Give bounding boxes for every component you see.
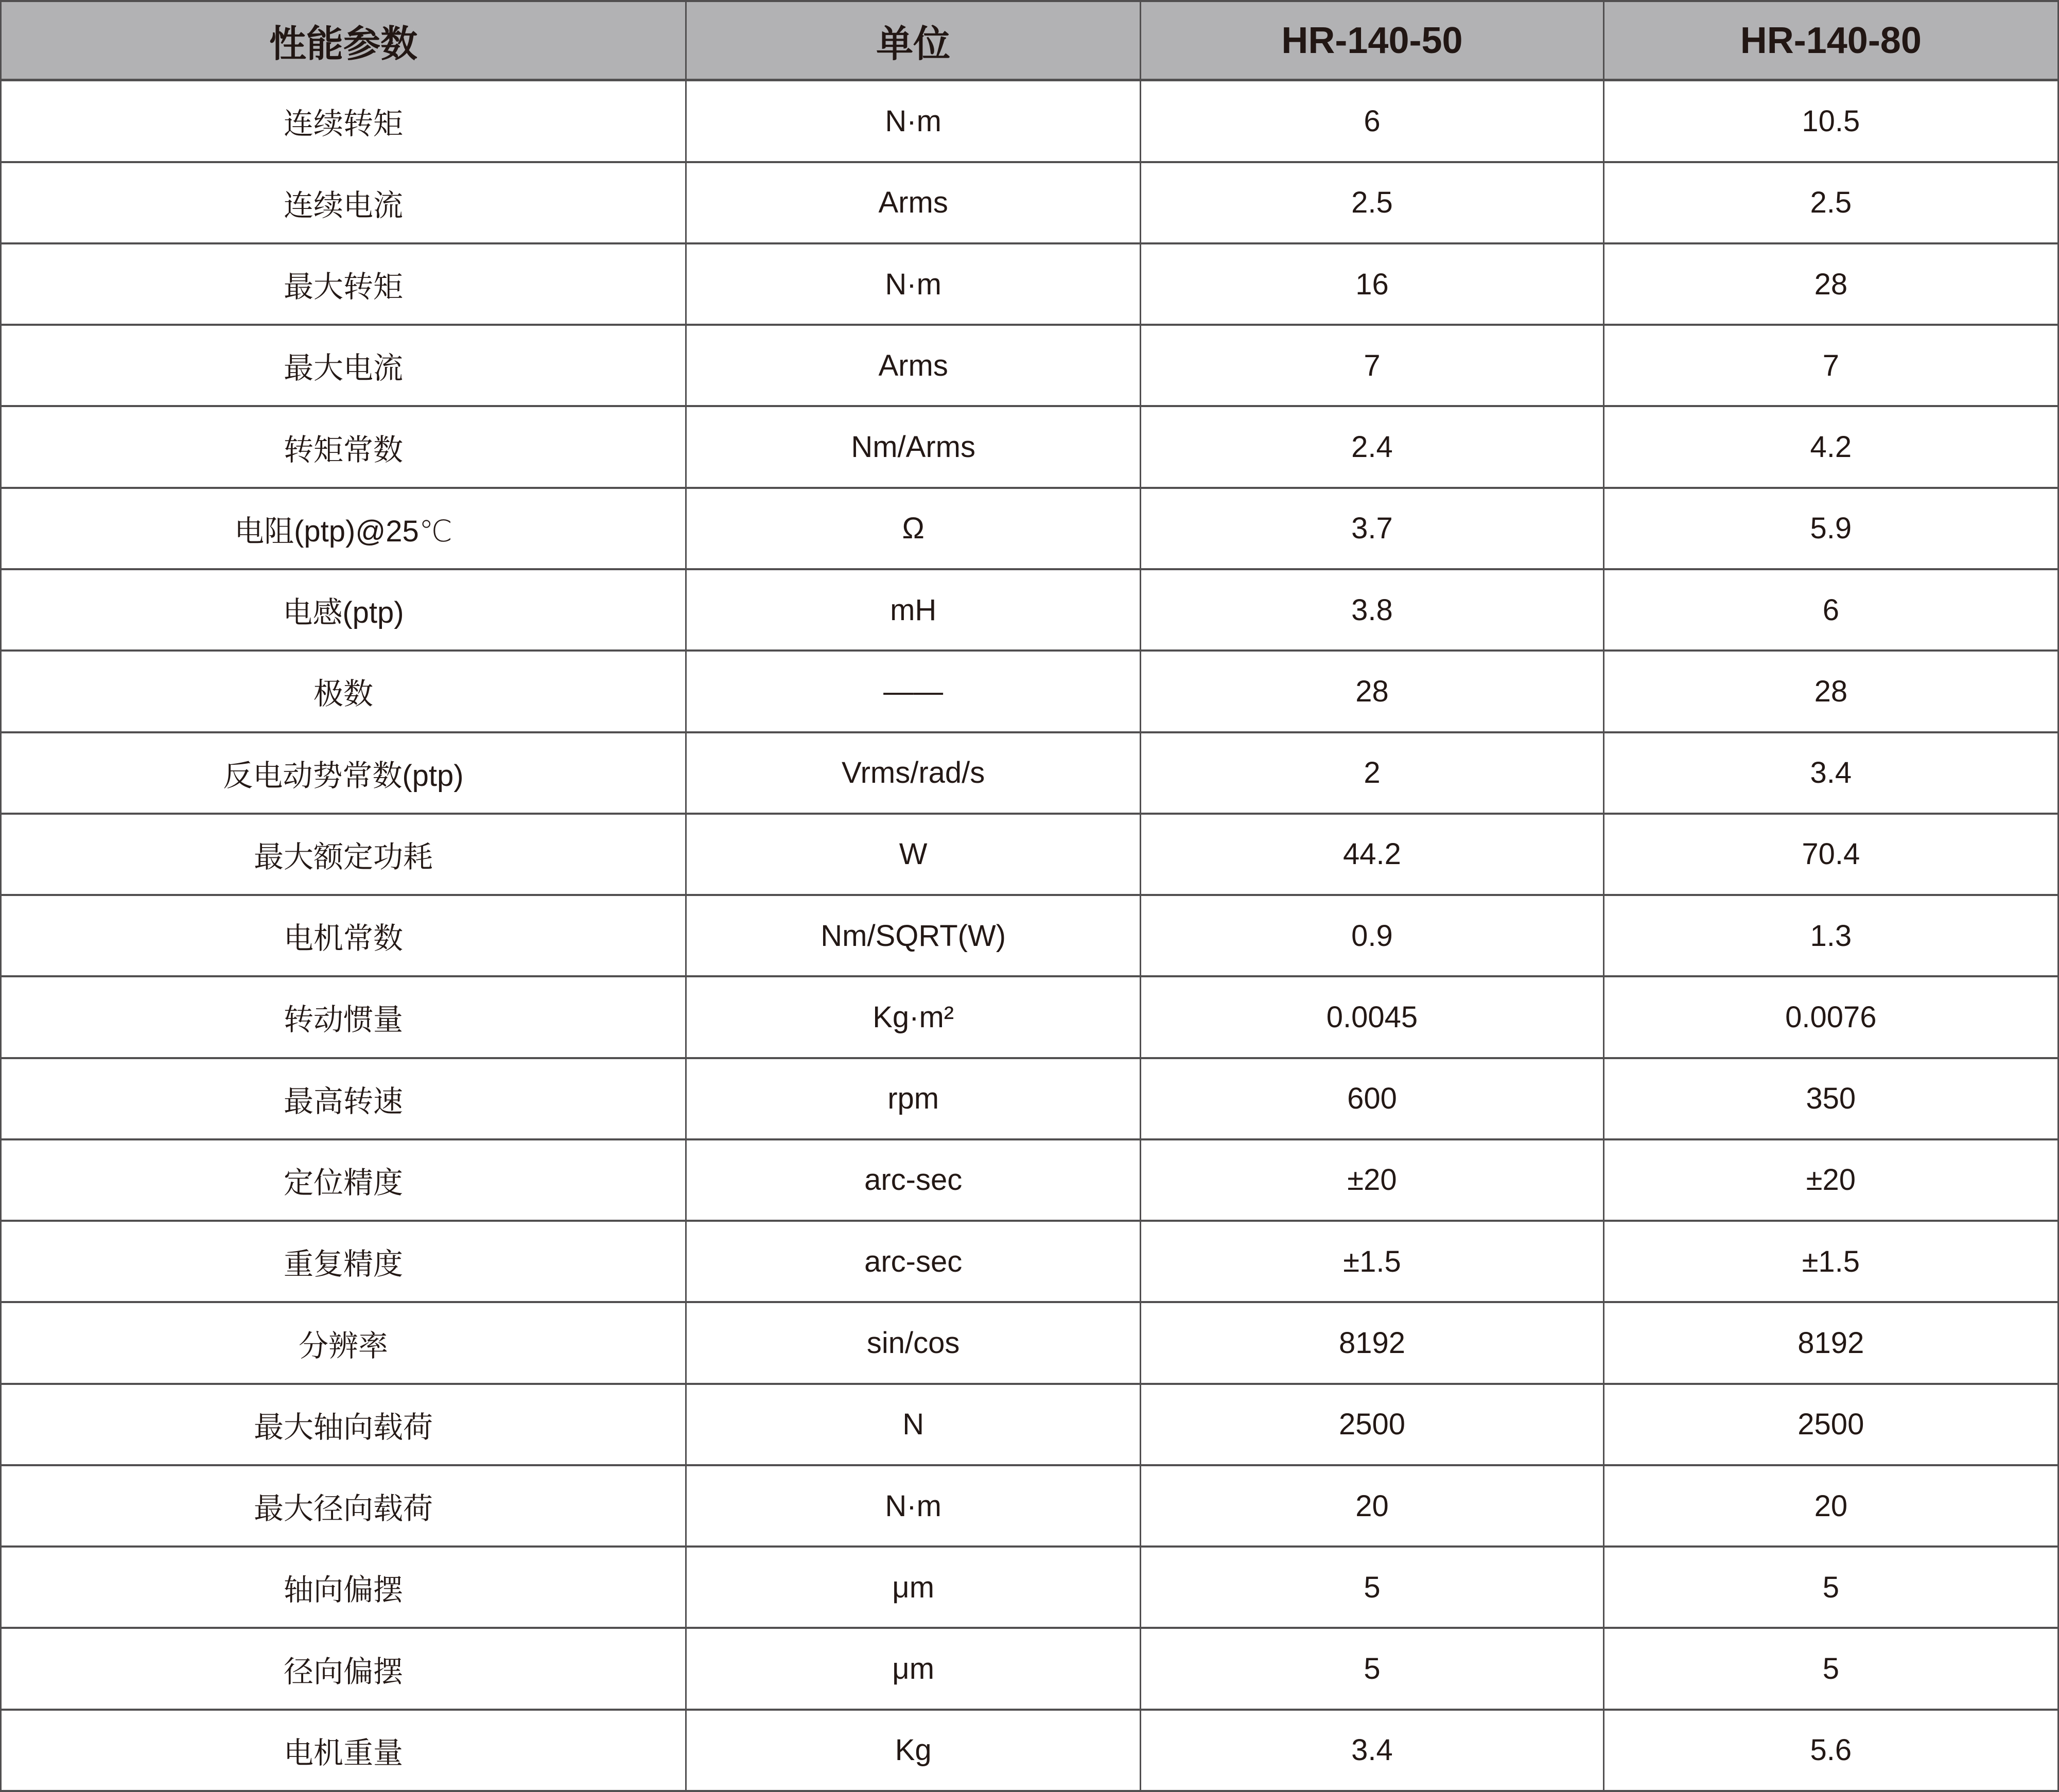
value-cell-hr-140-50: 44.2 [1141, 814, 1603, 895]
value-cell-hr-140-50: 2.5 [1141, 162, 1603, 243]
value-cell-hr-140-80: 5.6 [1603, 1710, 2058, 1791]
value-cell-hr-140-80: 0.0076 [1603, 976, 2058, 1058]
unit-cell: —— [686, 651, 1141, 732]
value-cell-hr-140-50: 6 [1141, 80, 1603, 162]
table-row [1, 1465, 2058, 1547]
table-row [1, 243, 2058, 325]
table-row [1, 651, 2058, 732]
unit-cell: rpm [686, 1058, 1141, 1139]
parameter-cell: 最大径向载荷 [1, 1465, 686, 1547]
value-cell-hr-140-80: 350 [1603, 1058, 2058, 1139]
table-row [1, 1547, 2058, 1628]
table-header [1, 1, 2058, 80]
value-cell-hr-140-80: 10.5 [1603, 80, 2058, 162]
value-cell-hr-140-80: 5 [1603, 1628, 2058, 1709]
value-cell-hr-140-50: 2 [1141, 732, 1603, 814]
table-row [1, 406, 2058, 487]
parameter-cell: 连续电流 [1, 162, 686, 243]
unit-cell: Kg·m² [686, 976, 1141, 1058]
table-row [1, 976, 2058, 1058]
parameter-cell: 电感(ptp) [1, 569, 686, 651]
parameter-cell: 最大额定功耗 [1, 814, 686, 895]
parameter-cell: 电阻(ptp)@25℃ [1, 488, 686, 569]
value-cell-hr-140-80: 1.3 [1603, 895, 2058, 976]
value-cell-hr-140-50: ±20 [1141, 1139, 1603, 1221]
parameter-cell: 径向偏摆 [1, 1628, 686, 1709]
parameter-cell: 重复精度 [1, 1221, 686, 1302]
table-row [1, 732, 2058, 814]
value-cell-hr-140-80: 28 [1603, 651, 2058, 732]
parameter-cell: 轴向偏摆 [1, 1547, 686, 1628]
parameter-cell: 最大转矩 [1, 243, 686, 325]
table-row [1, 80, 2058, 162]
value-cell-hr-140-50: 2.4 [1141, 406, 1603, 487]
value-cell-hr-140-50: 28 [1141, 651, 1603, 732]
value-cell-hr-140-80: 6 [1603, 569, 2058, 651]
unit-cell: N·m [686, 243, 1141, 325]
table-row [1, 1710, 2058, 1791]
parameter-cell: 最大电流 [1, 325, 686, 406]
unit-cell: mH [686, 569, 1141, 651]
unit-cell: μm [686, 1547, 1141, 1628]
unit-cell: N·m [686, 1465, 1141, 1547]
parameter-cell: 分辨率 [1, 1302, 686, 1383]
parameter-cell: 转动惯量 [1, 976, 686, 1058]
table-body [1, 80, 2058, 1791]
value-cell-hr-140-50: 2500 [1141, 1384, 1603, 1465]
header-cell-unit: 单位 [686, 1, 1141, 80]
unit-cell: Ω [686, 488, 1141, 569]
unit-cell: Kg [686, 1710, 1141, 1791]
parameter-cell: 极数 [1, 651, 686, 732]
value-cell-hr-140-50: 16 [1141, 243, 1603, 325]
value-cell-hr-140-50: 3.7 [1141, 488, 1603, 569]
table-row [1, 1139, 2058, 1221]
table-row [1, 814, 2058, 895]
header-cell-parameter: 性能参数 [1, 1, 686, 80]
unit-cell: Arms [686, 325, 1141, 406]
value-cell-hr-140-50: 3.8 [1141, 569, 1603, 651]
table-row [1, 1058, 2058, 1139]
value-cell-hr-140-50: 3.4 [1141, 1710, 1603, 1791]
value-cell-hr-140-80: 7 [1603, 325, 2058, 406]
parameter-cell: 反电动势常数(ptp) [1, 732, 686, 814]
value-cell-hr-140-50: 5 [1141, 1547, 1603, 1628]
parameter-cell: 最高转速 [1, 1058, 686, 1139]
table-row [1, 1302, 2058, 1383]
unit-cell: arc-sec [686, 1221, 1141, 1302]
parameter-cell: 定位精度 [1, 1139, 686, 1221]
value-cell-hr-140-80: 20 [1603, 1465, 2058, 1547]
header-cell-hr-140-80: HR-140-80 [1603, 1, 2058, 80]
parameter-cell: 连续转矩 [1, 80, 686, 162]
value-cell-hr-140-50: 5 [1141, 1628, 1603, 1709]
unit-cell: sin/cos [686, 1302, 1141, 1383]
value-cell-hr-140-50: ±1.5 [1141, 1221, 1603, 1302]
parameter-cell: 电机重量 [1, 1710, 686, 1791]
unit-cell: N·m [686, 80, 1141, 162]
parameter-cell: 转矩常数 [1, 406, 686, 487]
unit-cell: N [686, 1384, 1141, 1465]
value-cell-hr-140-50: 0.0045 [1141, 976, 1603, 1058]
value-cell-hr-140-80: 2500 [1603, 1384, 2058, 1465]
value-cell-hr-140-80: 70.4 [1603, 814, 2058, 895]
value-cell-hr-140-50: 7 [1141, 325, 1603, 406]
table-row [1, 488, 2058, 569]
table-row [1, 1628, 2058, 1709]
value-cell-hr-140-80: 28 [1603, 243, 2058, 325]
unit-cell: Nm/SQRT(W) [686, 895, 1141, 976]
value-cell-hr-140-80: 4.2 [1603, 406, 2058, 487]
value-cell-hr-140-80: 8192 [1603, 1302, 2058, 1383]
unit-cell: Vrms/rad/s [686, 732, 1141, 814]
table-row [1, 1384, 2058, 1465]
value-cell-hr-140-80: 5.9 [1603, 488, 2058, 569]
unit-cell: arc-sec [686, 1139, 1141, 1221]
value-cell-hr-140-50: 600 [1141, 1058, 1603, 1139]
value-cell-hr-140-80: 2.5 [1603, 162, 2058, 243]
unit-cell: W [686, 814, 1141, 895]
table-row [1, 162, 2058, 243]
unit-cell: Nm/Arms [686, 406, 1141, 487]
unit-cell: Arms [686, 162, 1141, 243]
table-row [1, 895, 2058, 976]
value-cell-hr-140-50: 8192 [1141, 1302, 1603, 1383]
parameter-cell: 电机常数 [1, 895, 686, 976]
header-row [1, 1, 2058, 80]
table-row [1, 325, 2058, 406]
value-cell-hr-140-80: ±1.5 [1603, 1221, 2058, 1302]
value-cell-hr-140-50: 0.9 [1141, 895, 1603, 976]
value-cell-hr-140-80: ±20 [1603, 1139, 2058, 1221]
value-cell-hr-140-80: 3.4 [1603, 732, 2058, 814]
value-cell-hr-140-50: 20 [1141, 1465, 1603, 1547]
header-cell-hr-140-50: HR-140-50 [1141, 1, 1603, 80]
value-cell-hr-140-80: 5 [1603, 1547, 2058, 1628]
unit-cell: μm [686, 1628, 1141, 1709]
table-row [1, 1221, 2058, 1302]
parameter-cell: 最大轴向载荷 [1, 1384, 686, 1465]
table-row [1, 569, 2058, 651]
